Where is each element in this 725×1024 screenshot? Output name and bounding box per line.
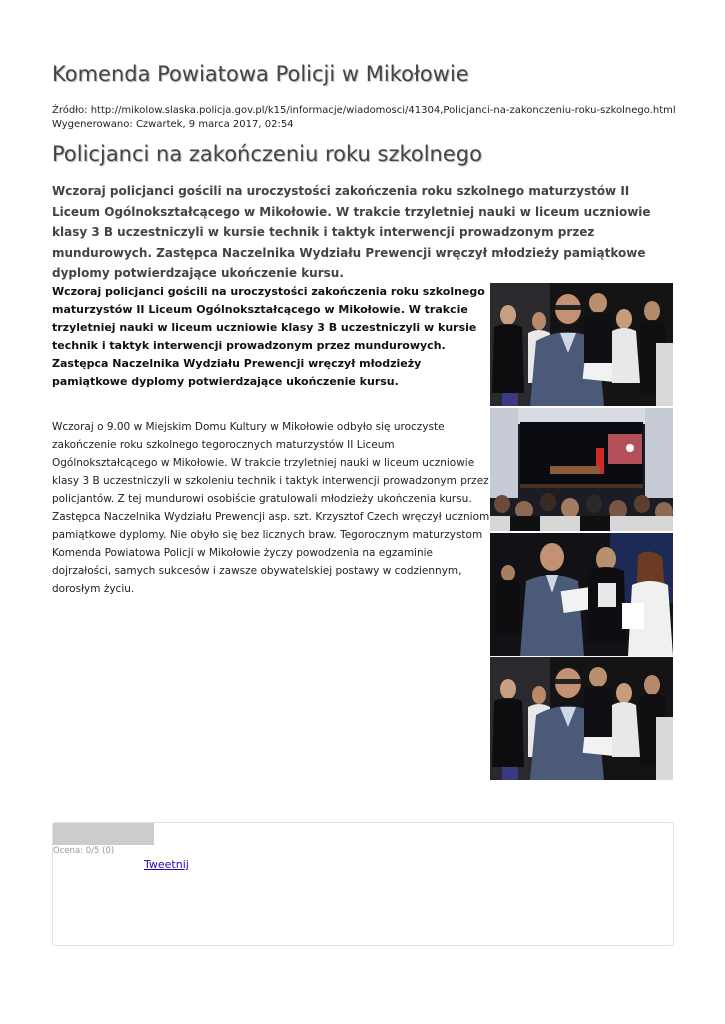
- article-intro: Wczoraj policjanci gościli na uroczystości zakończenia roku szkolnego maturzystów II Liceum Ogólnokształcącego w Mikołowie. W trakcie trzyletniej nauki w liceum uczniowie klasy 3 B uczestniczyli w kursie technik i taktyk interwencji prowadzonym przez mundurowych. Zastępca Naczelnika Wydziału Prewencji wręczył młodzieży pamiątkowe dyplomy potwierdzające ukończenie kursu.: [52, 285, 485, 388]
- photo-image: [490, 657, 673, 780]
- photo-image: [490, 408, 673, 531]
- photo-diploma-handover-1[interactable]: [490, 283, 673, 406]
- article-title: Policjanci na zakończeniu roku szkolnego: [52, 142, 482, 166]
- photo-auditorium[interactable]: [490, 408, 673, 531]
- source-line: Źródło: http://mikolow.slaska.policja.gov.pl/k15/informacje/wiadomosci/41304,Policjanci-na-zakonczeniu-roku-szkolnego.html: [52, 105, 676, 116]
- tweet-link[interactable]: Tweetnij: [144, 858, 189, 871]
- article-lead: Wczoraj policjanci gościli na uroczystości zakończenia roku szkolnego maturzystów II Liceum Ogólnokształcącego w Mikołowie. W trakcie trzyletniej nauki w liceum uczniowie klasy 3 B uczestniczyli w kursie technik i taktyk interwencji prowadzonym przez mundurowych. Zastępca Naczelnika Wydziału Prewencji wręczył młodzieży pamiątkowe dyplomy potwierdzające ukończenie kursu.: [52, 184, 651, 280]
- rating-stars-bar[interactable]: [53, 823, 154, 845]
- article-body: Wczoraj o 9.00 w Miejskim Domu Kultury w Mikołowie odbyło się uroczyste zakończenie roku szkolnego tegorocznych maturzystów II Liceum Ogólnokształcącego w Mikołowie. W trakcie trzyletniej nauki w liceum uczniowie klasy 3 B uczestniczyli w szkoleniu technik i taktyk interwencji prowadzonym przez policjantów. Z tej mundurowi osobiście gratulowali młodzieży ukończenia kursu. Zastępca Naczelnika Wydziału Prewencji asp. szt. Krzysztof Czech wręczył uczniom pamiątkowe dyplomy. Nie obyło się bez licznych braw. Tegorocznym maturzystom Komenda Powiatowa Policji w Mikołowie życzy powodzenia na egzaminie dojrzałości, samych sukcesów i zawsze obywatelskiej postawy w codziennym, dorosłym życiu.: [52, 421, 490, 595]
- rating-box: [52, 822, 674, 946]
- site-title: Komenda Powiatowa Policji w Mikołowie: [52, 62, 469, 86]
- photo-image: [490, 533, 673, 656]
- meta-info: [52, 104, 676, 132]
- photo-diploma-handover-2[interactable]: [490, 533, 673, 656]
- photo-image: [490, 283, 673, 406]
- rating-text: Ocena: 0/5 (0): [53, 846, 115, 856]
- photo-diploma-handover-3[interactable]: [490, 657, 673, 780]
- generated-line: Wygenerowano: Czwartek, 9 marca 2017, 02:54: [52, 119, 294, 130]
